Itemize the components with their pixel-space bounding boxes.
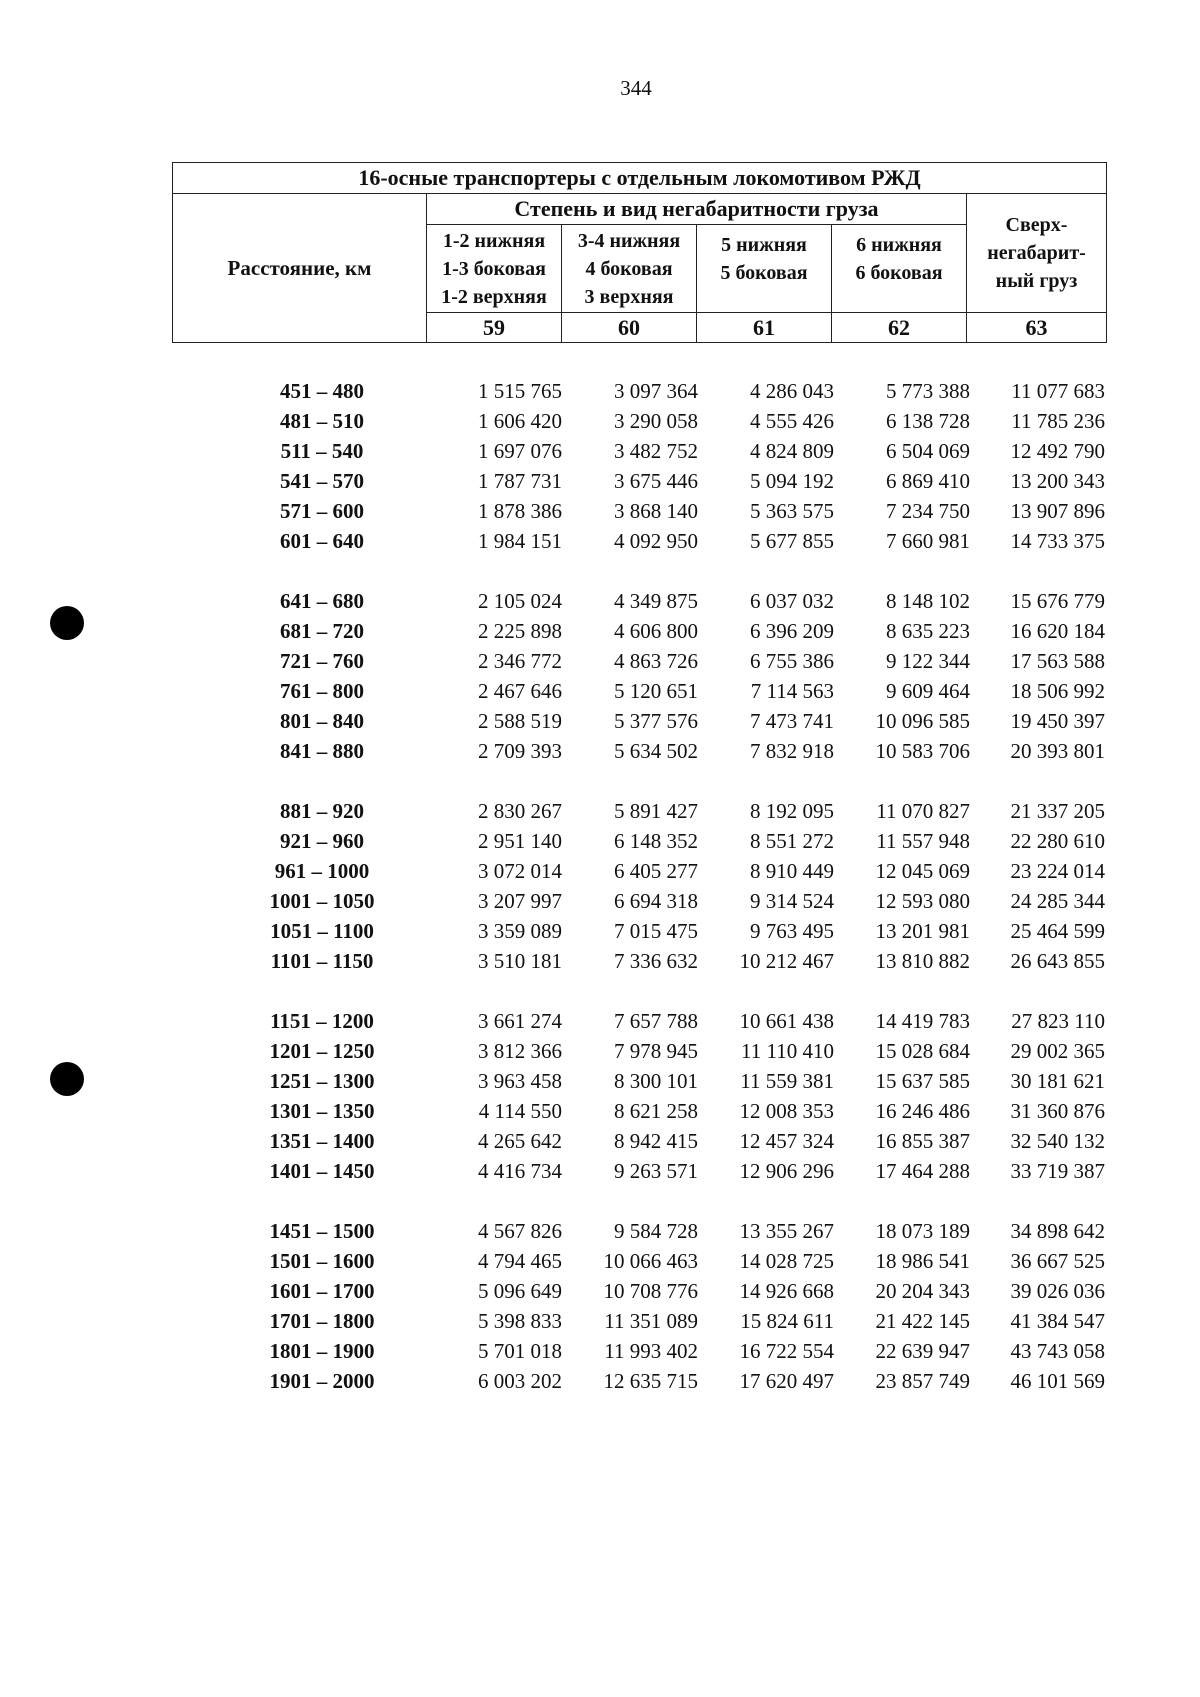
row-group: [0, 376, 1200, 556]
table-row: [0, 916, 1200, 946]
value-cell-59: 3 963 458: [478, 1069, 562, 1093]
value-cell-60: 10 708 776: [603, 1279, 698, 1303]
value-cell-63: 27 823 110: [1011, 1009, 1105, 1033]
distance-cell: 641 – 680: [280, 589, 364, 613]
table-row: [0, 1096, 1200, 1126]
value-cell-63: 23 224 014: [1010, 859, 1105, 883]
col-header-59: [427, 225, 562, 313]
value-cell-59: 2 951 140: [478, 829, 562, 853]
distance-cell: 1251 – 1300: [269, 1069, 375, 1093]
table-row: [0, 646, 1200, 676]
value-cell-61: 5 363 575: [750, 499, 834, 523]
table-row: [0, 826, 1200, 856]
table-row: [0, 616, 1200, 646]
distance-cell: 1801 – 1900: [269, 1339, 375, 1363]
table-row: [0, 1066, 1200, 1096]
value-cell-61: 12 008 353: [739, 1099, 834, 1123]
value-cell-59: 5 701 018: [478, 1339, 562, 1363]
col-header-60-line-2: 4 боковая: [585, 257, 673, 280]
distance-cell: 1001 – 1050: [269, 889, 375, 913]
value-cell-61: 16 722 554: [739, 1339, 834, 1363]
value-cell-60: 7 015 475: [614, 919, 698, 943]
value-cell-62: 12 593 080: [875, 889, 970, 913]
table-row: [0, 466, 1200, 496]
value-cell-60: 12 635 715: [603, 1369, 698, 1393]
col-number-59: 59: [427, 313, 562, 343]
value-cell-59: 3 072 014: [478, 859, 562, 883]
value-cell-63: 33 719 387: [1010, 1159, 1105, 1183]
value-cell-63: 43 743 058: [1010, 1339, 1105, 1363]
distance-cell: 721 – 760: [280, 649, 364, 673]
value-cell-61: 4 286 043: [750, 379, 834, 403]
col-number-62: 62: [832, 313, 967, 343]
value-cell-62: 13 201 981: [875, 919, 970, 943]
value-cell-59: 2 346 772: [478, 649, 562, 673]
value-cell-63: 13 907 896: [1010, 499, 1105, 523]
distance-cell: 881 – 920: [280, 799, 364, 823]
row-group: [0, 586, 1200, 766]
distance-cell: 481 – 510: [280, 409, 364, 433]
value-cell-61: 11 110 410: [741, 1039, 834, 1063]
value-cell-62: 12 045 069: [875, 859, 970, 883]
distance-cell: 541 – 570: [280, 469, 364, 493]
value-cell-60: 5 120 651: [614, 679, 698, 703]
value-cell-63: 29 002 365: [1010, 1039, 1105, 1063]
value-cell-60: 4 092 950: [614, 529, 698, 553]
distance-cell: 511 – 540: [280, 439, 364, 463]
value-cell-59: 4 265 642: [478, 1129, 562, 1153]
distance-cell: 1201 – 1250: [269, 1039, 375, 1063]
distance-header: Расстояние, км: [173, 194, 427, 343]
distance-cell: 1701 – 1800: [269, 1309, 375, 1333]
table-row: [0, 676, 1200, 706]
value-cell-62: 16 855 387: [875, 1129, 970, 1153]
table-row: [0, 496, 1200, 526]
distance-cell: 571 – 600: [280, 499, 364, 523]
value-cell-60: 11 351 089: [604, 1309, 698, 1333]
value-cell-63: 31 360 876: [1010, 1099, 1105, 1123]
table-row: [0, 586, 1200, 616]
value-cell-62: 7 660 981: [886, 529, 970, 553]
value-cell-61: 15 824 611: [740, 1309, 834, 1333]
table-title: 16-осные транспортеры с отдельным локомотивом РЖД: [173, 163, 1107, 194]
value-cell-59: 2 709 393: [478, 739, 562, 763]
row-group: [0, 1006, 1200, 1186]
value-cell-59: 3 510 181: [478, 949, 562, 973]
table-row: [0, 376, 1200, 406]
value-cell-61: 9 314 524: [750, 889, 834, 913]
value-cell-63: 46 101 569: [1010, 1369, 1105, 1393]
value-cell-63: 12 492 790: [1010, 439, 1105, 463]
table-row: [0, 886, 1200, 916]
value-cell-59: 1 878 386: [478, 499, 562, 523]
value-cell-62: 11 557 948: [876, 829, 970, 853]
col-header-61-line-2: 5 боковая: [720, 262, 808, 284]
col-header-62: [832, 225, 967, 313]
table-row: [0, 706, 1200, 736]
value-cell-59: 1 697 076: [478, 439, 562, 463]
value-cell-62: 17 464 288: [875, 1159, 970, 1183]
value-cell-60: 6 405 277: [614, 859, 698, 883]
value-cell-61: 8 910 449: [750, 859, 834, 883]
value-cell-60: 8 942 415: [614, 1129, 698, 1153]
row-group: [0, 796, 1200, 976]
value-cell-62: 8 635 223: [886, 619, 970, 643]
value-cell-63: 15 676 779: [1010, 589, 1105, 613]
value-cell-63: 26 643 855: [1010, 949, 1105, 973]
value-cell-60: 3 675 446: [614, 469, 698, 493]
table-row: [0, 436, 1200, 466]
value-cell-61: 5 677 855: [750, 529, 834, 553]
value-cell-61: 12 906 296: [739, 1159, 834, 1183]
value-cell-63: 18 506 992: [1010, 679, 1105, 703]
value-cell-63: 20 393 801: [1010, 739, 1105, 763]
value-cell-59: 6 003 202: [478, 1369, 562, 1393]
value-cell-60: 7 657 788: [614, 1009, 698, 1033]
table-row: [0, 1156, 1200, 1186]
value-cell-59: 2 467 646: [478, 679, 562, 703]
value-cell-61: 4 555 426: [750, 409, 834, 433]
value-cell-62: 16 246 486: [875, 1099, 970, 1123]
value-cell-61: 4 824 809: [750, 439, 834, 463]
value-cell-62: 10 096 585: [875, 709, 970, 733]
value-cell-60: 6 694 318: [614, 889, 698, 913]
table-row: [0, 1306, 1200, 1336]
distance-cell: 451 – 480: [280, 379, 364, 403]
table-header: [172, 162, 1107, 343]
value-cell-63: 11 077 683: [1011, 379, 1105, 403]
value-cell-59: 1 515 765: [478, 379, 562, 403]
value-cell-62: 23 857 749: [875, 1369, 970, 1393]
value-cell-62: 20 204 343: [875, 1279, 970, 1303]
value-cell-63: 11 785 236: [1011, 409, 1105, 433]
table-row: [0, 1006, 1200, 1036]
value-cell-62: 21 422 145: [875, 1309, 970, 1333]
value-cell-62: 18 073 189: [875, 1219, 970, 1243]
distance-cell: 921 – 960: [280, 829, 364, 853]
value-cell-59: 4 416 734: [478, 1159, 562, 1183]
col-number-61: 61: [697, 313, 832, 343]
value-cell-62: 7 234 750: [886, 499, 970, 523]
value-cell-60: 9 263 571: [614, 1159, 698, 1183]
value-cell-59: 3 812 366: [478, 1039, 562, 1063]
value-cell-60: 3 097 364: [614, 379, 698, 403]
value-cell-60: 5 377 576: [614, 709, 698, 733]
distance-cell: 681 – 720: [280, 619, 364, 643]
distance-cell: 1501 – 1600: [269, 1249, 375, 1273]
value-cell-63: 22 280 610: [1010, 829, 1105, 853]
col-header-61: [697, 225, 832, 313]
distance-cell: 1351 – 1400: [269, 1129, 375, 1153]
value-cell-63: 30 181 621: [1010, 1069, 1105, 1093]
row-group: [0, 1216, 1200, 1396]
value-cell-60: 3 868 140: [614, 499, 698, 523]
value-cell-59: 3 359 089: [478, 919, 562, 943]
distance-cell: 841 – 880: [280, 739, 364, 763]
distance-cell: 1401 – 1450: [269, 1159, 375, 1183]
value-cell-62: 6 138 728: [886, 409, 970, 433]
table-row: [0, 1366, 1200, 1396]
value-cell-63: 34 898 642: [1010, 1219, 1105, 1243]
col-header-63: [967, 194, 1107, 313]
table-row: [0, 736, 1200, 766]
value-cell-61: 8 192 095: [750, 799, 834, 823]
table-row: [0, 1126, 1200, 1156]
value-cell-62: 15 028 684: [875, 1039, 970, 1063]
value-cell-60: 4 863 726: [614, 649, 698, 673]
value-cell-61: 10 661 438: [739, 1009, 834, 1033]
table-row: [0, 406, 1200, 436]
value-cell-59: 2 830 267: [478, 799, 562, 823]
value-cell-62: 5 773 388: [886, 379, 970, 403]
distance-cell: 1901 – 2000: [269, 1369, 375, 1393]
value-cell-62: 6 504 069: [886, 439, 970, 463]
col-header-59-line-1: 1-2 нижняя: [442, 229, 546, 252]
value-cell-61: 13 355 267: [739, 1219, 834, 1243]
distance-cell: 1451 – 1500: [269, 1219, 375, 1243]
value-cell-62: 13 810 882: [875, 949, 970, 973]
table-row: [0, 1036, 1200, 1066]
value-cell-60: 3 290 058: [614, 409, 698, 433]
value-cell-63: 21 337 205: [1010, 799, 1105, 823]
col-header-62-line-1: 6 нижняя: [856, 234, 942, 256]
col-header-59-line-2: 1-3 боковая: [442, 257, 546, 280]
value-cell-63: 14 733 375: [1010, 529, 1105, 553]
group-header: Степень и вид негабаритности груза: [427, 194, 967, 225]
col-header-60-line-1: 3-4 нижняя: [577, 229, 681, 252]
value-cell-61: 5 094 192: [750, 469, 834, 493]
value-cell-61: 7 114 563: [750, 679, 834, 703]
value-cell-63: 19 450 397: [1010, 709, 1105, 733]
value-cell-61: 6 396 209: [750, 619, 834, 643]
value-cell-59: 4 114 550: [478, 1099, 562, 1123]
distance-cell: 1151 – 1200: [270, 1009, 374, 1033]
value-cell-60: 5 634 502: [614, 739, 698, 763]
value-cell-62: 9 609 464: [886, 679, 970, 703]
table-row: [0, 796, 1200, 826]
distance-cell: 1601 – 1700: [269, 1279, 375, 1303]
value-cell-59: 5 096 649: [478, 1279, 562, 1303]
value-cell-59: 4 567 826: [478, 1219, 562, 1243]
distance-cell: 961 – 1000: [274, 859, 370, 883]
table-body: [0, 376, 1200, 1426]
value-cell-62: 22 639 947: [875, 1339, 970, 1363]
value-cell-61: 7 832 918: [750, 739, 834, 763]
value-cell-59: 2 105 024: [478, 589, 562, 613]
col-number-63: 63: [967, 313, 1107, 343]
distance-cell: 761 – 800: [280, 679, 364, 703]
value-cell-61: 9 763 495: [750, 919, 834, 943]
value-cell-59: 1 606 420: [478, 409, 562, 433]
value-cell-61: 6 755 386: [750, 649, 834, 673]
col-header-60: [562, 225, 697, 313]
value-cell-60: 4 349 875: [614, 589, 698, 613]
value-cell-62: 6 869 410: [886, 469, 970, 493]
col-header-63-line-2: негабарит-: [987, 242, 1086, 264]
table-row: [0, 1276, 1200, 1306]
distance-cell: 1051 – 1100: [270, 919, 374, 943]
value-cell-59: 4 794 465: [478, 1249, 562, 1273]
value-cell-60: 5 891 427: [614, 799, 698, 823]
value-cell-60: 7 336 632: [614, 949, 698, 973]
value-cell-62: 10 583 706: [875, 739, 970, 763]
value-cell-59: 1 984 151: [478, 529, 562, 553]
value-cell-61: 12 457 324: [739, 1129, 834, 1153]
page-number: 344: [620, 76, 652, 100]
table-row: [0, 1336, 1200, 1366]
value-cell-63: 32 540 132: [1010, 1129, 1105, 1153]
col-header-59-line-3: 1-2 верхняя: [441, 285, 547, 308]
value-cell-59: 2 225 898: [478, 619, 562, 643]
value-cell-62: 11 070 827: [876, 799, 970, 823]
value-cell-62: 14 419 783: [875, 1009, 970, 1033]
value-cell-63: 39 026 036: [1010, 1279, 1105, 1303]
value-cell-63: 36 667 525: [1010, 1249, 1105, 1273]
value-cell-63: 41 384 547: [1010, 1309, 1105, 1333]
value-cell-60: 3 482 752: [614, 439, 698, 463]
value-cell-59: 3 207 997: [478, 889, 562, 913]
value-cell-60: 8 300 101: [614, 1069, 698, 1093]
table-row: [0, 1246, 1200, 1276]
value-cell-63: 24 285 344: [1010, 889, 1105, 913]
col-number-60: 60: [562, 313, 697, 343]
table-row: [0, 856, 1200, 886]
distance-cell: 1101 – 1150: [270, 949, 374, 973]
col-header-63-line-1: Сверх-: [1005, 214, 1068, 236]
value-cell-62: 15 637 585: [875, 1069, 970, 1093]
value-cell-60: 9 584 728: [614, 1219, 698, 1243]
value-cell-63: 13 200 343: [1010, 469, 1105, 493]
value-cell-62: 8 148 102: [886, 589, 970, 613]
value-cell-61: 11 559 381: [740, 1069, 834, 1093]
value-cell-61: 6 037 032: [750, 589, 834, 613]
value-cell-61: 8 551 272: [750, 829, 834, 853]
value-cell-61: 14 028 725: [739, 1249, 834, 1273]
table-row: [0, 526, 1200, 556]
value-cell-61: 17 620 497: [739, 1369, 834, 1393]
distance-cell: 801 – 840: [280, 709, 364, 733]
distance-cell: 601 – 640: [280, 529, 364, 553]
value-cell-60: 4 606 800: [614, 619, 698, 643]
value-cell-62: 18 986 541: [875, 1249, 970, 1273]
value-cell-60: 10 066 463: [603, 1249, 698, 1273]
value-cell-60: 7 978 945: [614, 1039, 698, 1063]
col-header-63-line-3: ный груз: [995, 270, 1078, 292]
value-cell-60: 11 993 402: [604, 1339, 698, 1363]
value-cell-61: 14 926 668: [739, 1279, 834, 1303]
value-cell-59: 3 661 274: [478, 1009, 562, 1033]
table-row: [0, 1216, 1200, 1246]
value-cell-59: 2 588 519: [478, 709, 562, 733]
value-cell-59: 5 398 833: [478, 1309, 562, 1333]
col-header-62-line-2: 6 боковая: [855, 262, 943, 284]
table-row: [0, 946, 1200, 976]
col-header-61-line-1: 5 нижняя: [721, 234, 807, 256]
value-cell-61: 7 473 741: [750, 709, 834, 733]
col-header-60-line-3: 3 верхняя: [584, 285, 674, 308]
value-cell-61: 10 212 467: [739, 949, 834, 973]
value-cell-60: 6 148 352: [614, 829, 698, 853]
value-cell-63: 25 464 599: [1010, 919, 1105, 943]
value-cell-62: 9 122 344: [886, 649, 970, 673]
value-cell-60: 8 621 258: [614, 1099, 698, 1123]
value-cell-63: 17 563 588: [1010, 649, 1105, 673]
distance-cell: 1301 – 1350: [269, 1099, 375, 1123]
value-cell-63: 16 620 184: [1010, 619, 1105, 643]
value-cell-59: 1 787 731: [478, 469, 562, 493]
